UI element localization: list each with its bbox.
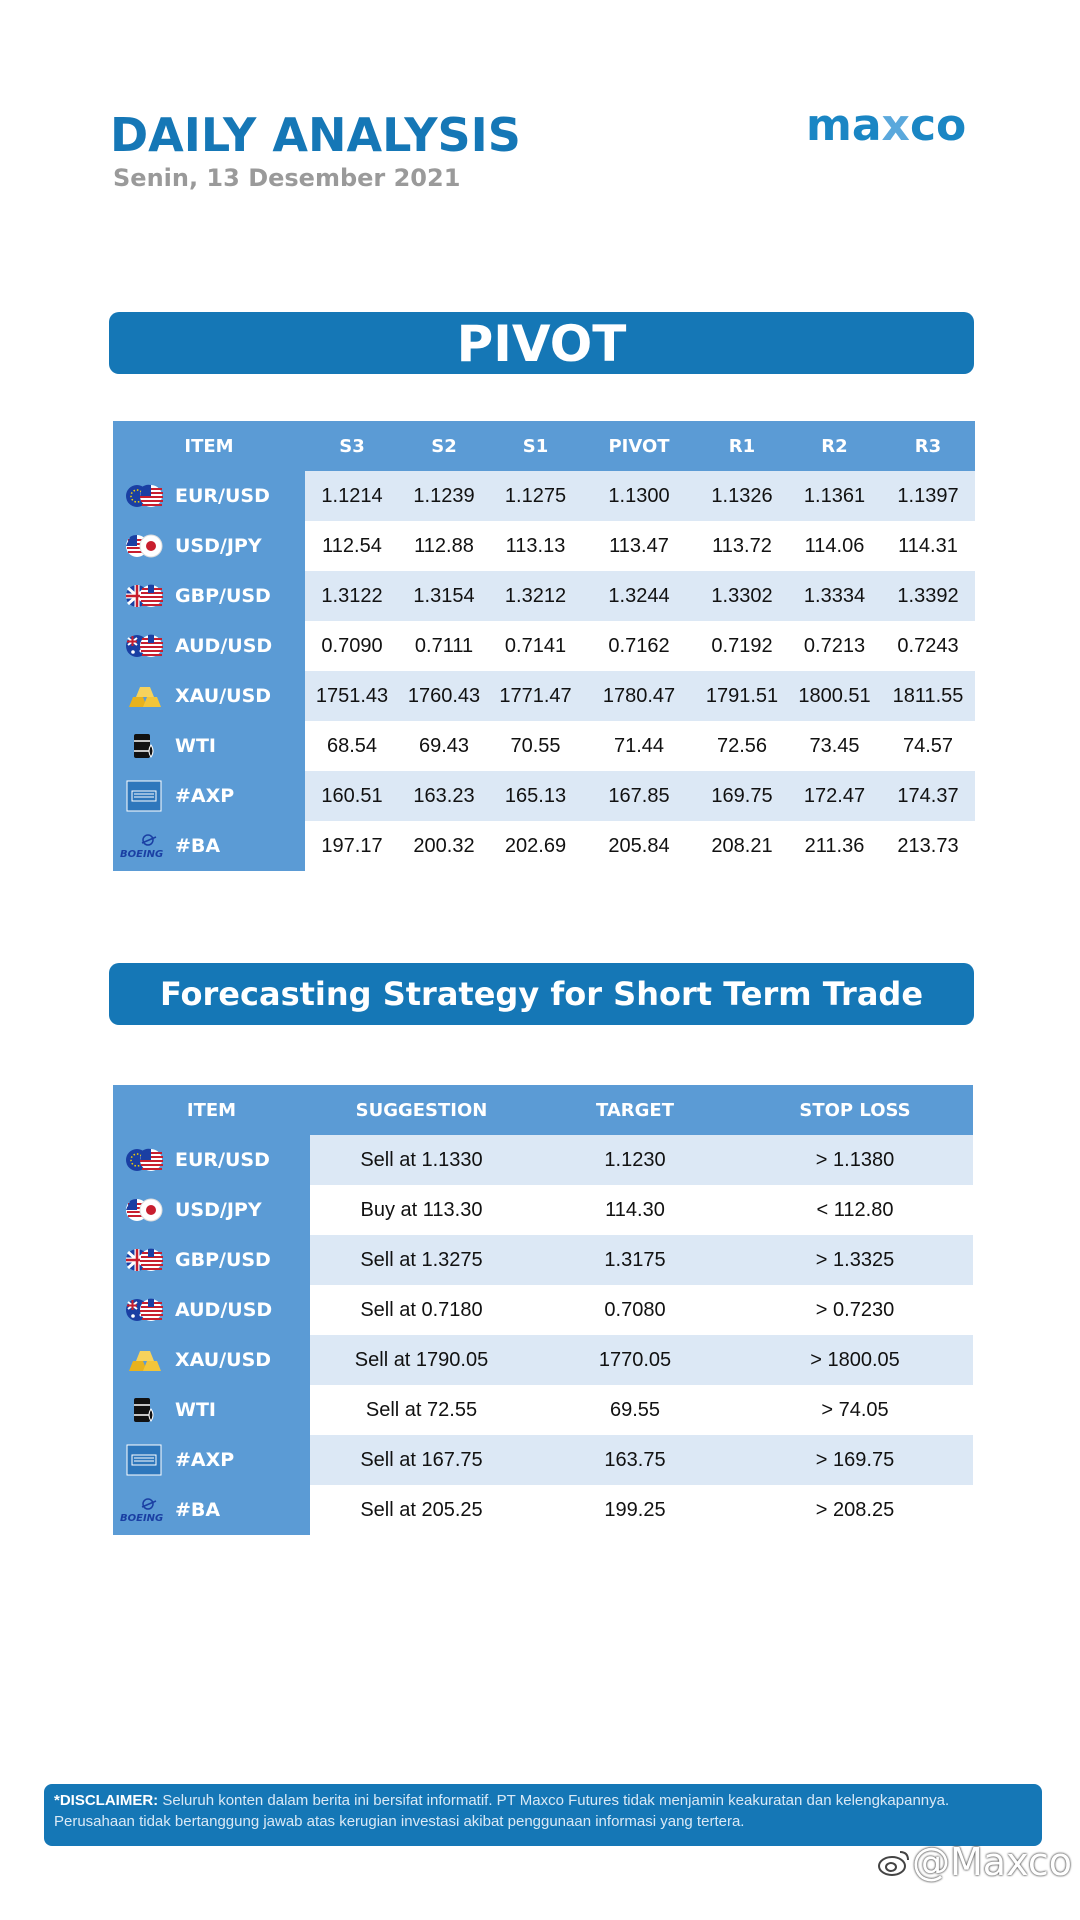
disclaimer-label: *DISCLAIMER: bbox=[54, 1792, 159, 1809]
report-date: Senin, 13 Desember 2021 bbox=[113, 164, 461, 192]
pivot-item-cell bbox=[113, 471, 305, 521]
pivot-item-cell bbox=[113, 721, 305, 771]
logo-text-right: co bbox=[909, 100, 967, 151]
pivot-cell-s3: 1751.43 bbox=[305, 671, 399, 721]
pivot-row-usd-jpy bbox=[113, 521, 975, 571]
pivot-header-item: ITEM bbox=[113, 421, 305, 471]
gold-bars-icon bbox=[113, 1347, 175, 1373]
forecast-cell-stop-loss: < 112.80 bbox=[737, 1185, 973, 1235]
forecast-header-target: TARGET bbox=[533, 1085, 737, 1135]
pivot-cell-s1: 202.69 bbox=[489, 821, 582, 871]
forecast-table bbox=[113, 1085, 973, 1535]
forecast-cell-stop-loss: > 74.05 bbox=[737, 1385, 973, 1435]
pivot-item-cell bbox=[113, 571, 305, 621]
oil-barrel-icon bbox=[113, 731, 175, 761]
pivot-cell-r1: 1.3302 bbox=[696, 571, 788, 621]
pivot-header-s3: S3 bbox=[305, 421, 399, 471]
pivot-cell-s2: 1.3154 bbox=[399, 571, 489, 621]
forecast-row-xau-usd bbox=[113, 1335, 973, 1385]
forecast-row-eur-usd bbox=[113, 1135, 973, 1185]
forecast-cell-target: 0.7080 bbox=[533, 1285, 737, 1335]
pivot-cell-s3: 160.51 bbox=[305, 771, 399, 821]
au-us-flag-icon bbox=[113, 1297, 175, 1323]
forecast-item-label: #BA bbox=[175, 1499, 221, 1521]
pivot-item-label: USD/JPY bbox=[175, 535, 262, 557]
pivot-cell-s3: 112.54 bbox=[305, 521, 399, 571]
forecast-cell-target: 1.3175 bbox=[533, 1235, 737, 1285]
pivot-cell-r2: 73.45 bbox=[788, 721, 881, 771]
pivot-cell-r1: 169.75 bbox=[696, 771, 788, 821]
pivot-cell-s3: 197.17 bbox=[305, 821, 399, 871]
forecast-cell-target: 1.1230 bbox=[533, 1135, 737, 1185]
disclaimer-box bbox=[44, 1784, 1042, 1846]
pivot-row-eur-usd bbox=[113, 471, 975, 521]
pivot-cell-r1: 0.7192 bbox=[696, 621, 788, 671]
pivot-cell-r2: 1.3334 bbox=[788, 571, 881, 621]
pivot-cell-s2: 163.23 bbox=[399, 771, 489, 821]
pivot-cell-s1: 113.13 bbox=[489, 521, 582, 571]
forecast-item-cell bbox=[113, 1135, 310, 1185]
pivot-cell-s3: 1.3122 bbox=[305, 571, 399, 621]
eu-us-flag-icon bbox=[113, 1147, 175, 1173]
pivot-item-label: XAU/USD bbox=[175, 685, 272, 707]
pivot-header-s1: S1 bbox=[489, 421, 582, 471]
forecast-cell-target: 1770.05 bbox=[533, 1335, 737, 1385]
forecast-cell-stop-loss: > 1800.05 bbox=[737, 1335, 973, 1385]
forecast-cell-suggestion: Sell at 205.25 bbox=[310, 1485, 533, 1535]
forecast-cell-suggestion: Sell at 72.55 bbox=[310, 1385, 533, 1435]
forecast-item-cell bbox=[113, 1385, 310, 1435]
pivot-cell-s1: 1.1275 bbox=[489, 471, 582, 521]
pivot-cell-r3: 74.57 bbox=[881, 721, 975, 771]
pivot-cell-r1: 208.21 bbox=[696, 821, 788, 871]
pivot-cell-r1: 113.72 bbox=[696, 521, 788, 571]
pivot-cell-r3: 1.3392 bbox=[881, 571, 975, 621]
forecast-cell-target: 163.75 bbox=[533, 1435, 737, 1485]
forecast-item-cell bbox=[113, 1285, 310, 1335]
boeing-logo-icon bbox=[113, 1495, 175, 1525]
forecast-cell-stop-loss: > 1.1380 bbox=[737, 1135, 973, 1185]
amex-logo-icon bbox=[113, 780, 175, 812]
pivot-header-r3: R3 bbox=[881, 421, 975, 471]
pivot-cell-pivot: 1780.47 bbox=[582, 671, 696, 721]
weibo-icon bbox=[876, 1846, 912, 1878]
forecast-cell-target: 199.25 bbox=[533, 1485, 737, 1535]
pivot-row-wti bbox=[113, 721, 975, 771]
forecast-cell-suggestion: Sell at 0.7180 bbox=[310, 1285, 533, 1335]
pivot-cell-s2: 1.1239 bbox=[399, 471, 489, 521]
pivot-cell-s1: 70.55 bbox=[489, 721, 582, 771]
pivot-cell-pivot: 0.7162 bbox=[582, 621, 696, 671]
forecast-cell-suggestion: Sell at 167.75 bbox=[310, 1435, 533, 1485]
forecast-header-suggestion: SUGGESTION bbox=[310, 1085, 533, 1135]
pivot-table bbox=[113, 421, 975, 871]
pivot-row-xau-usd bbox=[113, 671, 975, 721]
pivot-cell-s3: 1.1214 bbox=[305, 471, 399, 521]
forecast-item-label: GBP/USD bbox=[175, 1249, 271, 1271]
pivot-cell-r3: 1.1397 bbox=[881, 471, 975, 521]
forecast-item-label: XAU/USD bbox=[175, 1349, 272, 1371]
pivot-cell-s3: 68.54 bbox=[305, 721, 399, 771]
forecast-item-label: EUR/USD bbox=[175, 1149, 270, 1171]
svg-text:BOEING: BOEING bbox=[120, 1513, 164, 1524]
forecast-item-label: #AXP bbox=[175, 1449, 235, 1471]
pivot-cell-r3: 174.37 bbox=[881, 771, 975, 821]
pivot-cell-s3: 0.7090 bbox=[305, 621, 399, 671]
pivot-header-r1: R1 bbox=[696, 421, 788, 471]
forecast-cell-stop-loss: > 169.75 bbox=[737, 1435, 973, 1485]
pivot-cell-pivot: 113.47 bbox=[582, 521, 696, 571]
forecast-cell-suggestion: Sell at 1790.05 bbox=[310, 1335, 533, 1385]
uk-us-flag-icon bbox=[113, 583, 175, 609]
pivot-item-label: AUD/USD bbox=[175, 635, 273, 657]
pivot-row-axp bbox=[113, 771, 975, 821]
gold-bars-icon bbox=[113, 683, 175, 709]
amex-logo-icon bbox=[113, 1444, 175, 1476]
pivot-item-label: GBP/USD bbox=[175, 585, 271, 607]
pivot-item-cell bbox=[113, 621, 305, 671]
forecast-cell-target: 114.30 bbox=[533, 1185, 737, 1235]
watermark-text: @Maxco bbox=[912, 1840, 1073, 1884]
pivot-cell-s2: 69.43 bbox=[399, 721, 489, 771]
pivot-cell-r1: 72.56 bbox=[696, 721, 788, 771]
forecast-row-ba bbox=[113, 1485, 973, 1535]
pivot-cell-r2: 114.06 bbox=[788, 521, 881, 571]
disclaimer-text: Seluruh konten dalam berita ini bersifat informatif. PT Maxco Futures tidak menjamin keakuratan dan kelengkapannya. Perusahaan tidak bertanggung jawab atas kerugian investasi akibat penggunaan informasi yang tertera. bbox=[54, 1792, 950, 1830]
pivot-item-label: EUR/USD bbox=[175, 485, 270, 507]
forecast-item-cell bbox=[113, 1485, 310, 1535]
forecast-cell-stop-loss: > 0.7230 bbox=[737, 1285, 973, 1335]
pivot-cell-s1: 1.3212 bbox=[489, 571, 582, 621]
pivot-cell-s1: 1771.47 bbox=[489, 671, 582, 721]
pivot-cell-pivot: 1.1300 bbox=[582, 471, 696, 521]
pivot-cell-r3: 213.73 bbox=[881, 821, 975, 871]
pivot-header-pivot: PIVOT bbox=[582, 421, 696, 471]
pivot-cell-s2: 0.7111 bbox=[399, 621, 489, 671]
pivot-cell-r1: 1.1326 bbox=[696, 471, 788, 521]
pivot-cell-s2: 1760.43 bbox=[399, 671, 489, 721]
pivot-cell-pivot: 167.85 bbox=[582, 771, 696, 821]
forecast-item-label: USD/JPY bbox=[175, 1199, 262, 1221]
oil-barrel-icon bbox=[113, 1395, 175, 1425]
forecast-item-cell bbox=[113, 1185, 310, 1235]
pivot-cell-r2: 0.7213 bbox=[788, 621, 881, 671]
pivot-cell-s1: 165.13 bbox=[489, 771, 582, 821]
pivot-header-r2: R2 bbox=[788, 421, 881, 471]
forecast-row-aud-usd bbox=[113, 1285, 973, 1335]
au-us-flag-icon bbox=[113, 633, 175, 659]
forecast-cell-suggestion: Buy at 113.30 bbox=[310, 1185, 533, 1235]
uk-us-flag-icon bbox=[113, 1247, 175, 1273]
forecast-banner: Forecasting Strategy for Short Term Trade bbox=[109, 963, 974, 1025]
pivot-cell-r2: 1.1361 bbox=[788, 471, 881, 521]
pivot-item-cell bbox=[113, 821, 305, 871]
pivot-cell-r2: 172.47 bbox=[788, 771, 881, 821]
pivot-item-label: WTI bbox=[175, 735, 216, 757]
pivot-item-label: #AXP bbox=[175, 785, 235, 807]
pivot-cell-r2: 211.36 bbox=[788, 821, 881, 871]
pivot-cell-r3: 1811.55 bbox=[881, 671, 975, 721]
pivot-item-cell bbox=[113, 521, 305, 571]
pivot-cell-s1: 0.7141 bbox=[489, 621, 582, 671]
forecast-cell-target: 69.55 bbox=[533, 1385, 737, 1435]
pivot-cell-pivot: 71.44 bbox=[582, 721, 696, 771]
us-jp-flag-icon bbox=[113, 1197, 175, 1223]
boeing-logo-icon bbox=[113, 831, 175, 861]
pivot-cell-r3: 114.31 bbox=[881, 521, 975, 571]
pivot-item-cell bbox=[113, 771, 305, 821]
pivot-banner: PIVOT bbox=[109, 312, 974, 374]
pivot-cell-s2: 112.88 bbox=[399, 521, 489, 571]
us-jp-flag-icon bbox=[113, 533, 175, 559]
forecast-cell-stop-loss: > 1.3325 bbox=[737, 1235, 973, 1285]
pivot-cell-s2: 200.32 bbox=[399, 821, 489, 871]
pivot-row-aud-usd bbox=[113, 621, 975, 671]
forecast-item-cell bbox=[113, 1335, 310, 1385]
pivot-header-row bbox=[113, 421, 975, 471]
svg-text:BOEING: BOEING bbox=[120, 849, 164, 860]
forecast-cell-suggestion: Sell at 1.3275 bbox=[310, 1235, 533, 1285]
forecast-item-label: WTI bbox=[175, 1399, 216, 1421]
forecast-row-axp bbox=[113, 1435, 973, 1485]
forecast-item-cell bbox=[113, 1435, 310, 1485]
forecast-header-stop-loss: STOP LOSS bbox=[737, 1085, 973, 1135]
page-title: DAILY ANALYSIS bbox=[110, 108, 521, 162]
forecast-row-usd-jpy bbox=[113, 1185, 973, 1235]
forecast-item-cell bbox=[113, 1235, 310, 1285]
pivot-item-label: #BA bbox=[175, 835, 221, 857]
pivot-item-cell bbox=[113, 671, 305, 721]
eu-us-flag-icon bbox=[113, 483, 175, 509]
forecast-row-wti bbox=[113, 1385, 973, 1435]
forecast-item-label: AUD/USD bbox=[175, 1299, 273, 1321]
forecast-header-row bbox=[113, 1085, 973, 1135]
logo-text-x: x bbox=[881, 100, 910, 151]
forecast-cell-suggestion: Sell at 1.1330 bbox=[310, 1135, 533, 1185]
pivot-cell-r2: 1800.51 bbox=[788, 671, 881, 721]
pivot-row-ba bbox=[113, 821, 975, 871]
pivot-cell-pivot: 205.84 bbox=[582, 821, 696, 871]
forecast-cell-stop-loss: > 208.25 bbox=[737, 1485, 973, 1535]
logo-text-left: ma bbox=[806, 100, 882, 151]
watermark bbox=[876, 1840, 1072, 1884]
pivot-cell-r1: 1791.51 bbox=[696, 671, 788, 721]
pivot-cell-pivot: 1.3244 bbox=[582, 571, 696, 621]
forecast-header-item: ITEM bbox=[113, 1085, 310, 1135]
maxco-logo bbox=[806, 100, 966, 151]
pivot-cell-r3: 0.7243 bbox=[881, 621, 975, 671]
pivot-header-s2: S2 bbox=[399, 421, 489, 471]
forecast-row-gbp-usd bbox=[113, 1235, 973, 1285]
pivot-row-gbp-usd bbox=[113, 571, 975, 621]
